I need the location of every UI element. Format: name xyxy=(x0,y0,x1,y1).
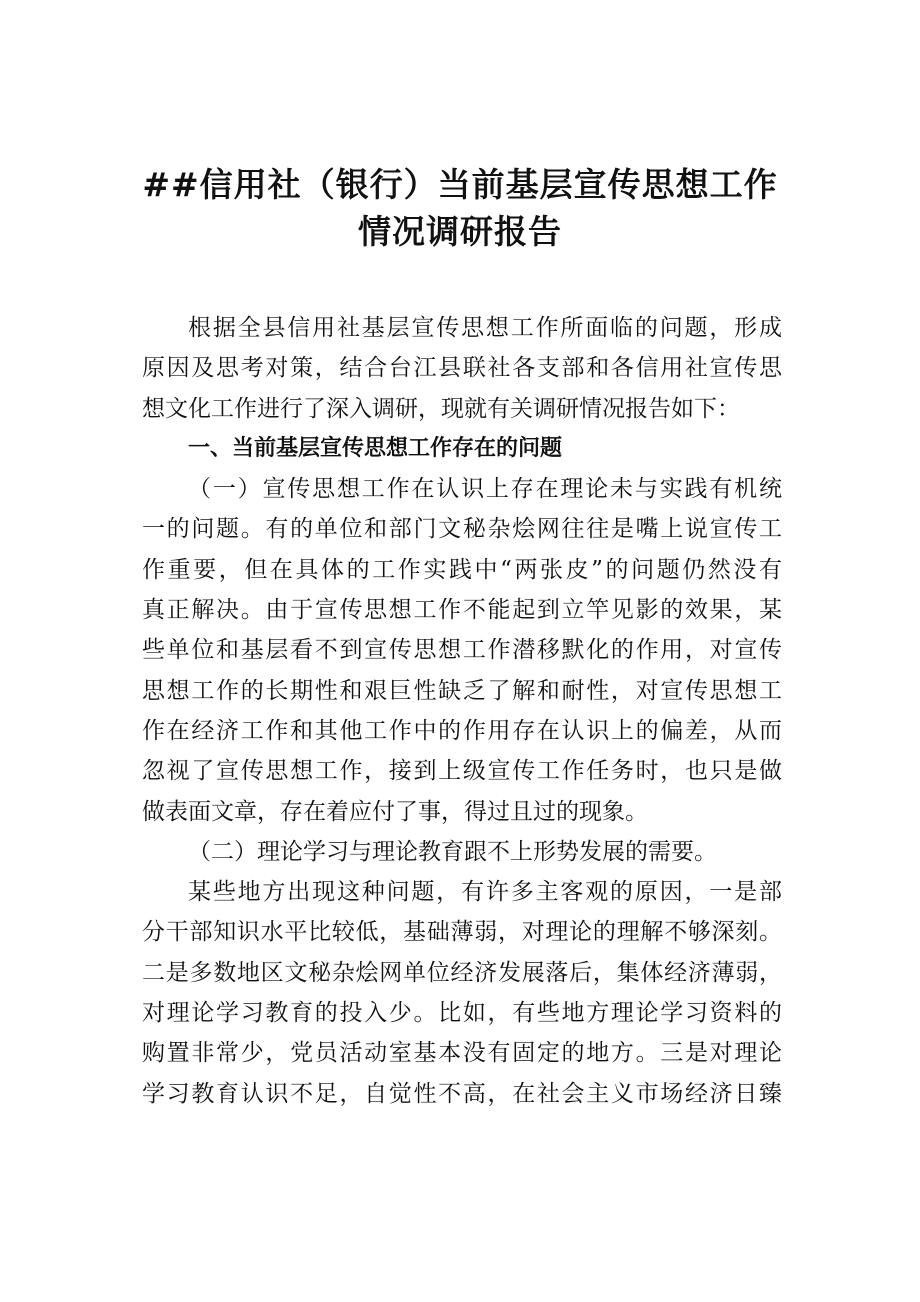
paragraph-line: 某些地方出现这种问题，有许多主客观的原因，一是部 xyxy=(188,879,782,906)
paragraph-line: 真正解决。由于宣传思想工作不能起到立竿见影的效果，某 xyxy=(142,597,782,624)
paragraph-line: 根据全县信用社基层宣传思想工作所面临的问题，形成 xyxy=(188,315,782,341)
document-title-line-1: ##信用社（银行）当前基层宣传思想工作 xyxy=(142,165,778,204)
paragraph-line: 分干部知识水平比较低，基础薄弱，对理论的理解不够深刻。 xyxy=(142,919,782,946)
paragraph-line: 作在经济工作和其他工作中的作用存在认识上的偏差，从而 xyxy=(142,717,782,744)
paragraph-line: 二是多数地区文秘杂烩网单位经济发展落后，集体经济薄弱， xyxy=(142,959,782,986)
paragraph-line: 原因及思考对策，结合台江县联社各支部和各信用社宣传思 xyxy=(142,355,782,382)
paragraph-line: 对理论学习教育的投入少。比如，有些地方理论学习资料的 xyxy=(142,1000,782,1027)
paragraph-line: 想文化工作进行了深入调研，现就有关调研情况报告如下： xyxy=(142,395,740,422)
section-heading: 一、当前基层宣传思想工作存在的问题 xyxy=(188,435,563,461)
subsection-heading: （二）理论学习与理论教育跟不上形势发展的需要。 xyxy=(188,838,717,865)
paragraph-line: 作重要，但在具体的工作实践中“两张皮”的问题仍然没有 xyxy=(142,556,782,583)
document-title-line-2: 情况调研报告 xyxy=(358,212,562,251)
paragraph-line: 思想工作的长期性和艰巨性缺乏了解和耐性，对宣传思想工 xyxy=(142,677,782,704)
paragraph-line: （一）宣传思想工作在认识上存在理论未与实践有机统 xyxy=(188,476,782,503)
paragraph-line: 忽视了宣传思想工作，接到上级宣传工作任务时，也只是做 xyxy=(142,758,782,785)
paragraph-line: 学习教育认识不足，自觉性不高，在社会主义市场经济日臻 xyxy=(142,1080,782,1107)
paragraph-line: 一的问题。有的单位和部门文秘杂烩网往往是嘴上说宣传工 xyxy=(142,516,782,543)
paragraph-line: 购置非常少，党员活动室基本没有固定的地方。三是对理论 xyxy=(142,1040,782,1067)
paragraph-line: 些单位和基层看不到宣传思想工作潜移默化的作用，对宣传 xyxy=(142,637,782,664)
document-body xyxy=(142,308,782,1114)
paragraph-line: 做表面文章，存在着应付了事，得过且过的现象。 xyxy=(142,798,648,825)
